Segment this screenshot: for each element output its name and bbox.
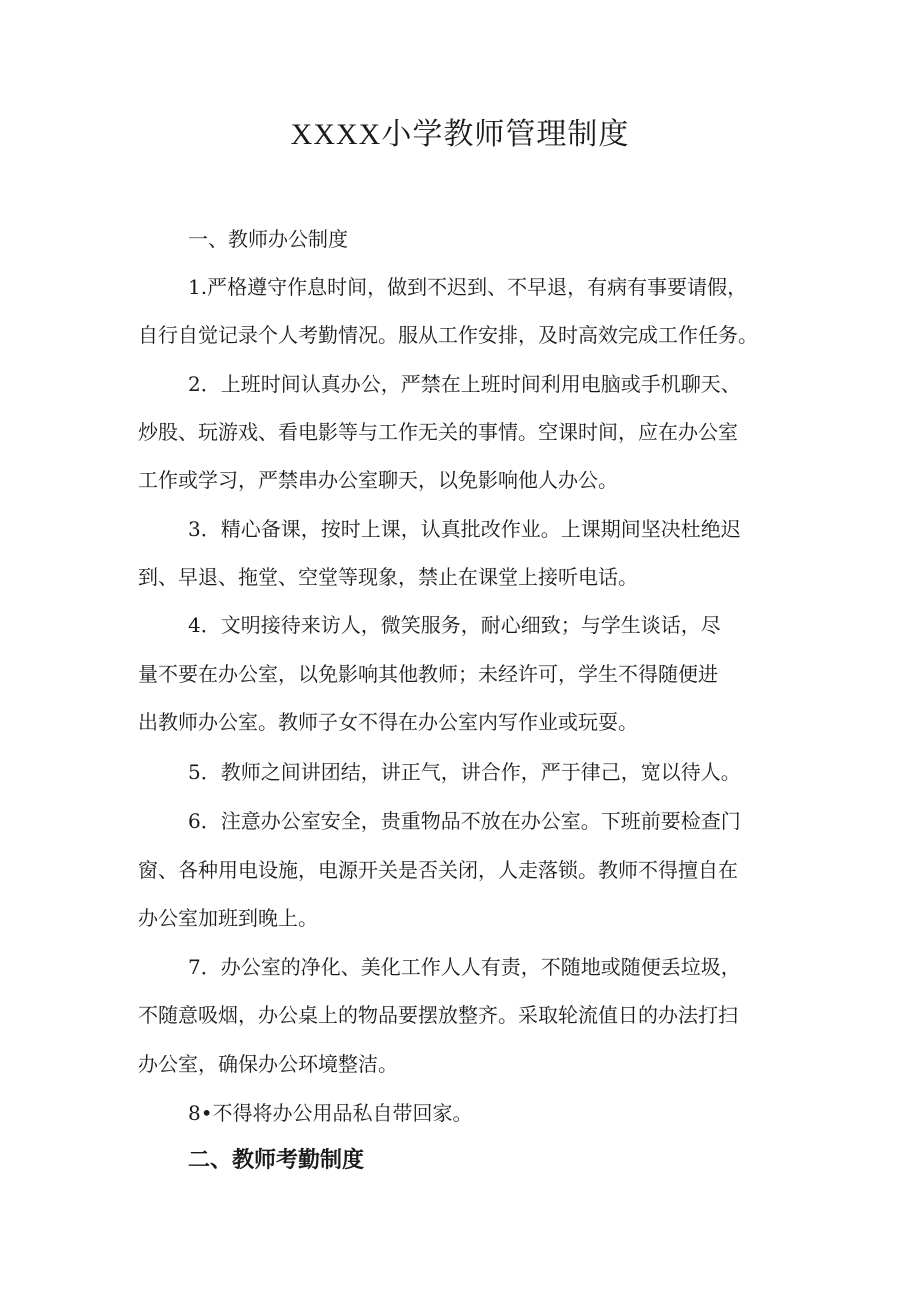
paragraph-line: 8•不得将办公用品私自带回家。 <box>188 1101 473 1125</box>
paragraph-line: 办公室加班到晚上。 <box>138 906 318 930</box>
paragraph-line: 到、早退、拖堂、空堂等现象，禁止在课堂上接听电话。 <box>138 565 638 589</box>
paragraph-line: 1.严格遵守作息时间，做到不迟到、不早退，有病有事要请假， <box>188 275 748 299</box>
paragraph-line: 7．办公室的净化、美化工作人人有责，不随地或随便丢垃圾， <box>188 955 741 979</box>
paragraph-line: 6．注意办公室安全，贵重物品不放在办公室。下班前要检查门 <box>188 809 741 833</box>
paragraph-line: 5．教师之间讲团结，讲正气，讲合作，严于律己，宽以待人。 <box>188 760 741 784</box>
title-prefix: XXXX <box>290 118 382 151</box>
paragraph-line: 炒股、玩游戏、看电影等与工作无关的事情。空课时间，应在办公室 <box>138 420 738 444</box>
paragraph-line: 工作或学习，严禁串办公室聊天，以免影响他人办公。 <box>138 468 618 492</box>
paragraph-line: 办公室，确保办公环境整洁。 <box>138 1052 398 1076</box>
paragraph-line: 量不要在办公室，以免影响其他教师；未经许可，学生不得随便进 <box>138 662 718 686</box>
paragraph-line: 窗、各种用电设施，电源开关是否关闭，人走落锁。教师不得擅自在 <box>138 858 738 882</box>
section-heading-office: 一、教师办公制度 <box>188 227 348 251</box>
paragraph-line: 自行自觉记录个人考勤情况。服从工作安排，及时高效完成工作任务。 <box>138 323 758 347</box>
paragraph-line: 不随意吸烟，办公桌上的物品要摆放整齐。采取轮流值日的办法打扫 <box>138 1003 738 1027</box>
document-title <box>0 112 920 158</box>
section-heading-attendance: 二、教师考勤制度 <box>188 1147 365 1173</box>
paragraph-line: 4．文明接待来访人，微笑服务，耐心细致；与学生谈话，尽 <box>188 613 721 637</box>
paragraph-line: 3．精心备课，按时上课，认真批改作业。上课期间坚决杜绝迟 <box>188 517 741 541</box>
paragraph-line: 出教师办公室。教师子女不得在办公室内写作业或玩耍。 <box>138 710 638 734</box>
paragraph-line: 2．上班时间认真办公，严禁在上班时间利用电脑或手机聊天、 <box>188 372 741 396</box>
title-suffix: 小学教师管理制度 <box>381 117 630 152</box>
